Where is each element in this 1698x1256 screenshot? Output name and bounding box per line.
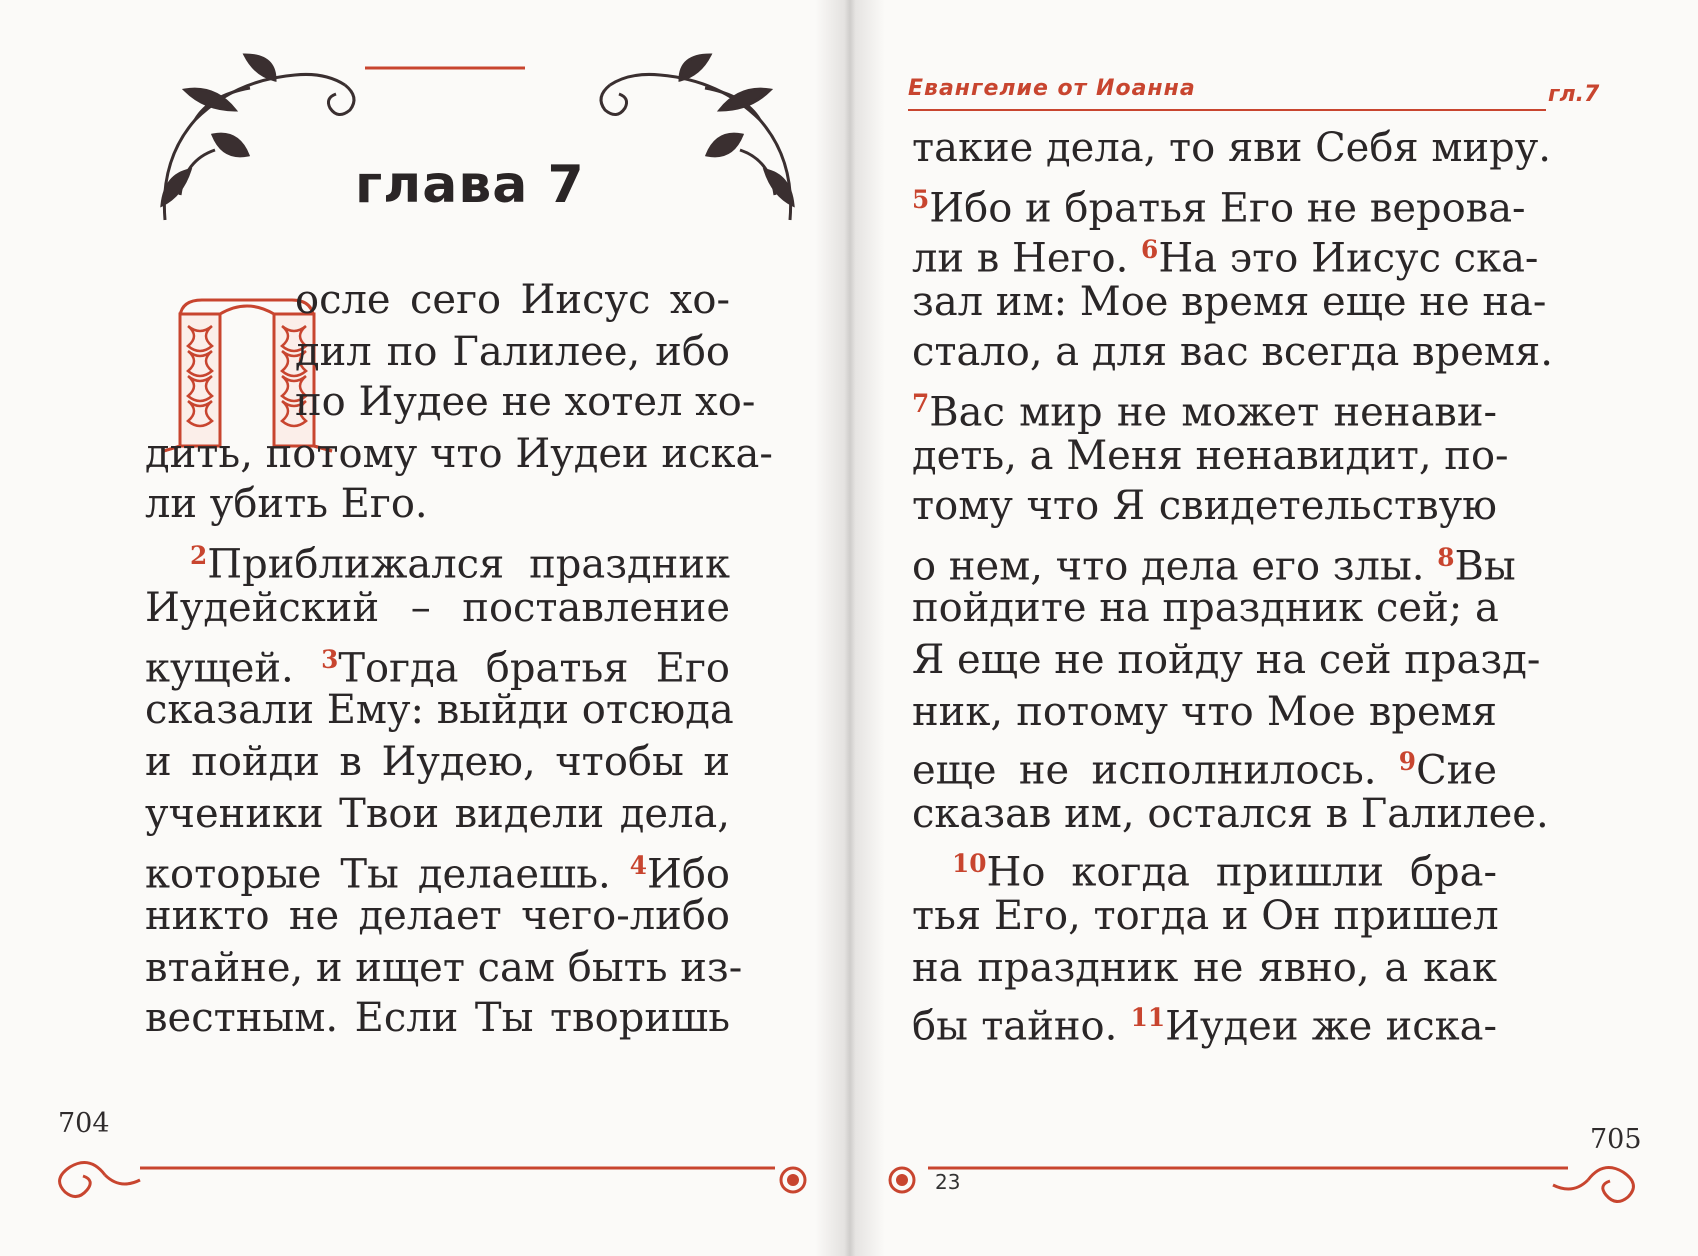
line-text: такие дела, то яви Себя миру. [912,125,1552,171]
line-text: Иудейский – поставление [145,585,730,631]
text-line [912,990,1497,1050]
text-line [912,222,1539,282]
book-gutter [815,0,885,1256]
left-text-block [145,0,785,1256]
verse-number: 7 [912,389,930,418]
right-text-block [912,0,1553,1256]
text-line [145,888,730,944]
line-text: по Иудее не хотел хо- [295,379,756,425]
text-line [912,786,1549,842]
line-text: пойдите на праздник сей; а [912,585,1499,631]
text-line [145,990,730,1046]
line-text: Но когда пришли бра- [986,849,1497,896]
line-text: Ибо и братья Его не верова- [929,185,1526,232]
line-text: втайне, и ищет сам быть из- [145,945,743,991]
verse-number: 8 [1437,543,1455,572]
line-text: Сие [1416,747,1497,794]
line-text: вестным. Если Ты творишь [145,995,730,1041]
line-text: дить, потому что Иудеи иска- [145,431,773,477]
line-text: сказали Ему: выйди отсюда [145,687,734,733]
line-text: осле сего Иисус хо- [295,277,730,323]
line-text: стало, а для вас всегда время. [912,329,1553,375]
text-line [912,478,1497,534]
verse-number: 10 [952,849,987,878]
text-line [295,374,756,430]
text-line [912,530,1516,590]
line-text: ли в Него. [912,235,1142,282]
text-line [145,734,730,790]
text-line [145,682,734,738]
line-text: Ибо [646,851,730,898]
verse-number: 3 [321,645,339,674]
line-text: дил по Галилее, ибо [295,329,730,375]
line-text: Тогда братья Его [338,645,731,692]
text-line [912,632,1541,688]
page-number-right: 705 [1590,1124,1642,1155]
verse-number: 2 [190,541,208,570]
running-head-chapter: гл.7 [1548,82,1600,107]
line-text: ученики Твои видели дела, [145,791,730,837]
signature-mark: 23 [935,1170,961,1194]
line-text: бы тайно. [912,1003,1131,1050]
line-text: еще не исполнилось. [912,747,1399,794]
line-text: и пойди в Иудею, чтобы и [145,739,730,785]
line-text: никто не делает чего-либо [145,893,730,939]
line-text: сказав им, остался в Галилее. [912,791,1549,837]
text-line [912,376,1497,436]
text-line [190,528,730,588]
line-text: Иудеи же иска- [1165,1003,1497,1050]
text-line [912,580,1497,636]
chapter-title: глава 7 [355,155,585,215]
line-text: деть, а Меня ненавидит, по- [912,433,1509,479]
line-text: тья Его, тогда и Он пришел [912,893,1499,939]
text-line [912,274,1547,330]
text-line [295,272,730,328]
line-text: на праздник не явно, а как [912,945,1497,991]
text-line [912,428,1509,484]
verse-number: 6 [1141,235,1159,264]
text-line [145,786,730,842]
verse-number: 5 [912,185,930,214]
verse-number: 11 [1130,1003,1166,1032]
verse-number: 9 [1398,747,1417,776]
running-head-title: Евангелие от Иоанна [908,76,1196,101]
text-line [912,324,1553,380]
line-text: Я еще не пойду на сей празд- [912,637,1541,683]
text-line [912,940,1497,996]
text-line [145,426,773,482]
line-text: Приближался праздник [207,541,730,588]
line-text: кущей. [145,645,322,692]
line-text: о нем, что дела его злы. [912,543,1438,590]
text-line [145,476,428,532]
text-line [912,888,1497,944]
line-text: ли убить Его. [145,481,428,527]
text-line [145,632,731,692]
line-text: Вы [1454,543,1516,590]
line-text: Вас мир не может ненави- [929,389,1497,436]
verse-number: 4 [629,851,647,880]
text-line [952,836,1497,896]
text-line [145,580,730,636]
left-footer-ornament [45,1150,820,1200]
text-line [145,940,743,996]
page-number-left: 704 [58,1108,110,1139]
line-text: которые Ты делаешь. [145,851,630,898]
text-line [912,734,1497,794]
line-text: На это Иисус ска- [1158,235,1539,282]
text-line [295,324,730,380]
text-line [912,684,1497,740]
line-text: зал им: Мое время еще не на- [912,279,1547,325]
line-text: ник, потому что Мое время [912,689,1497,735]
right-footer-ornament [888,1150,1668,1205]
text-line [145,838,730,898]
line-text: тому что Я свидетельствую [912,483,1497,529]
text-line [912,172,1526,232]
text-line [912,120,1552,176]
